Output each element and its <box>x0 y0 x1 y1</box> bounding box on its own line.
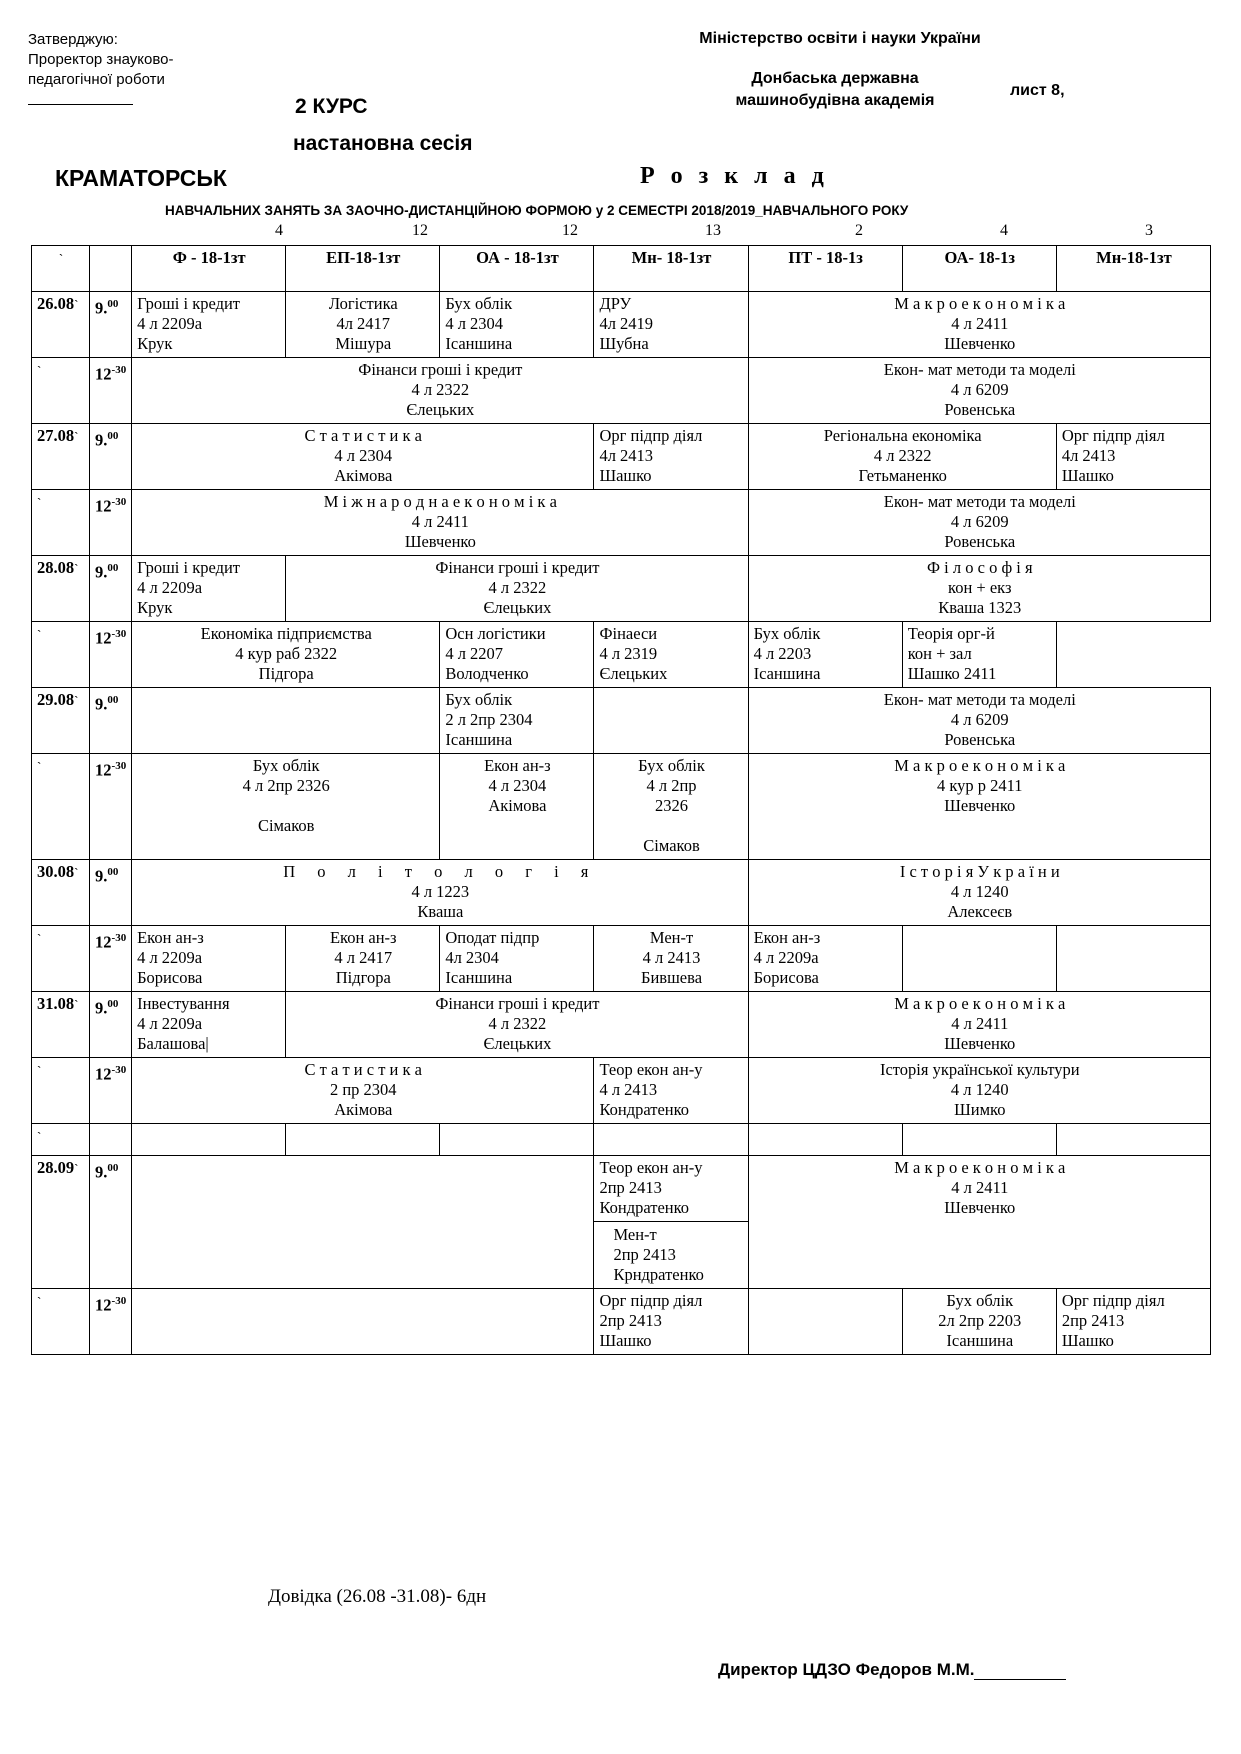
group-count: 13 <box>705 222 721 239</box>
document-header <box>0 0 1241 218</box>
cell-lesson <box>132 1058 594 1124</box>
lesson-line: Борисова <box>137 968 203 987</box>
cell-lesson <box>286 992 748 1058</box>
lesson-line: Інвестування <box>137 994 230 1013</box>
lesson-line: Екон- мат методи та моделі <box>883 360 1076 379</box>
cell-lesson <box>132 622 440 688</box>
lesson-line: Шубна <box>599 334 649 353</box>
table-row <box>32 860 1211 926</box>
lesson-line: Шашко <box>1061 466 1114 485</box>
cell-date: 28.09` <box>32 1156 90 1289</box>
lesson-line: Єлецьких <box>599 664 668 683</box>
lesson-line: Алексеєв <box>947 902 1013 921</box>
lesson-line: 4 л 2411 <box>951 1178 1009 1197</box>
lesson-line: Регіональна економіка <box>823 426 982 445</box>
lesson-line: Шашко 2411 <box>907 664 997 683</box>
lesson-line: Екон ан-з <box>753 928 821 947</box>
cell-lesson <box>440 754 594 860</box>
table-row <box>32 926 1211 992</box>
city-name: КРАМАТОРСЬК <box>55 165 227 191</box>
lesson-line: Шевченко <box>404 532 476 551</box>
lesson-line: Шевченко <box>944 1034 1016 1053</box>
cell-date: ` <box>32 1124 90 1156</box>
lesson-line: Ісаншина <box>445 334 513 353</box>
table-row <box>32 556 1211 622</box>
lesson-line: Сімаков <box>643 836 700 855</box>
cell-lesson <box>748 992 1210 1058</box>
cell-lesson <box>594 688 748 754</box>
lesson-line: 4 л 2203 <box>753 644 812 663</box>
lesson-line: Гроші і кредит <box>137 294 241 313</box>
header-group-6: ОА- 18-1з <box>902 246 1056 292</box>
lesson-line: Шашко <box>1061 1331 1114 1350</box>
lesson-line: П о л і т о л о г і я <box>283 862 598 881</box>
lesson-line: 4 кур р 2411 <box>937 776 1023 795</box>
lesson-line: Борисова <box>753 968 819 987</box>
lesson-line: 4л 2304 <box>445 948 499 967</box>
cell-lesson <box>132 688 440 754</box>
cell-lesson <box>440 292 594 358</box>
header-group-3: ОА - 18-1зт <box>440 246 594 292</box>
academy-line-1: Донбаська державна <box>751 70 919 87</box>
director-rule <box>974 1679 1066 1680</box>
lesson-line: Ровенська <box>944 400 1016 419</box>
header-group-7: Мн-18-1зт <box>1056 246 1210 292</box>
lesson-line: І с т о р і я У к р а ї н и <box>899 862 1060 881</box>
lesson-line: Логістика <box>328 294 398 313</box>
cell-lesson <box>748 1156 1210 1289</box>
cell-time: $12^{-30}$ <box>90 490 132 556</box>
lesson-line: 4 л 2322 <box>411 380 470 399</box>
lesson-line <box>599 816 743 836</box>
cell-lesson <box>594 1156 748 1289</box>
lesson-line: Шевченко <box>944 334 1016 353</box>
cell-time: 9.00 <box>90 860 132 926</box>
table-row <box>32 358 1211 424</box>
cell-lesson <box>132 358 749 424</box>
lesson-line: 2пр 2413 <box>599 1311 662 1330</box>
lesson-line: Гетьманенко <box>858 466 947 485</box>
cell-lesson <box>132 490 749 556</box>
lesson-line: 4 кур раб 2322 <box>235 644 338 663</box>
lesson-line: Бух облік <box>445 690 513 709</box>
lesson-line: М а к р о е к о н о м і к а <box>894 756 1066 775</box>
lesson-line: Крук <box>137 598 173 617</box>
lesson-line: Ісаншина <box>753 664 821 683</box>
cell-date: 31.08` <box>32 992 90 1058</box>
cell-lesson <box>1056 1289 1210 1355</box>
lesson-line: Бившева <box>641 968 703 987</box>
lesson-line: М і ж н а р о д н а е к о н о м і к а <box>323 492 557 511</box>
cell-lesson <box>594 622 748 688</box>
lesson-line: 4 л 2322 <box>873 446 932 465</box>
cell-time: $12^{-30}$ <box>90 754 132 860</box>
group-count: 4 <box>1000 222 1008 239</box>
table-row <box>32 424 1211 490</box>
lesson-line: 4 л 2304 <box>445 314 504 333</box>
lesson-line: Теорія орг-й <box>907 624 995 643</box>
lesson-line: 4 л 2322 <box>488 578 547 597</box>
header-group-5: ПТ - 18-1з <box>748 246 902 292</box>
cell-date: ` <box>32 622 90 688</box>
cell-time: 9.00 <box>90 1156 132 1289</box>
lesson-line: 4л 2419 <box>599 314 654 333</box>
cell-lesson <box>594 1124 748 1156</box>
lesson-line: 4 л 2304 <box>488 776 547 795</box>
lesson-line: Фінанси гроші і кредит <box>435 994 600 1013</box>
lesson-line: Екон ан-з <box>329 928 397 947</box>
lesson-line: 4 л 2304 <box>334 446 393 465</box>
lesson-line: 4 л 2411 <box>411 512 469 531</box>
approval-line-2: Проректор знауково- <box>28 51 174 68</box>
table-row <box>32 490 1211 556</box>
academy-name <box>690 68 980 112</box>
lesson-line: ДРУ <box>599 294 632 313</box>
lesson-line: Фінанси гроші і кредит <box>435 558 600 577</box>
cell-lesson <box>902 1124 1056 1156</box>
lesson-line: Оподат підпр <box>445 928 540 947</box>
cell-lesson <box>748 556 1210 622</box>
cell-time: $12^{-30}$ <box>90 1289 132 1355</box>
lesson-line: Шимко <box>954 1100 1006 1119</box>
cell-date: ` <box>32 358 90 424</box>
cell-lesson <box>902 1289 1056 1355</box>
lesson-line: Підгора <box>335 968 391 987</box>
table-row <box>32 992 1211 1058</box>
lesson-line: Шевченко <box>944 796 1016 815</box>
lesson-line: Єлецьких <box>483 1034 552 1053</box>
course-title: 2 КУРС <box>295 95 368 118</box>
lesson-block <box>599 1225 743 1285</box>
lesson-line: Підгора <box>258 664 314 683</box>
lesson-line: 4 л 2209а <box>137 948 203 967</box>
lesson-line: Теор екон ан-у <box>599 1158 703 1177</box>
cell-lesson <box>440 688 594 754</box>
lesson-line: 4 л 2319 <box>599 644 658 663</box>
lesson-line: Шевченко <box>944 1198 1016 1217</box>
cell-time <box>90 1124 132 1156</box>
lesson-line: 4 л 2417 <box>334 948 393 967</box>
cell-lesson <box>132 992 286 1058</box>
lesson-line: Шашко <box>599 466 652 485</box>
table-row <box>32 688 1211 754</box>
lesson-line: Ісаншина <box>445 730 513 749</box>
lesson-line: С т а т и с т и к а <box>304 1060 422 1079</box>
lesson-line: Крндратенко <box>613 1265 704 1284</box>
lesson-line: кон + зал <box>907 644 972 663</box>
lesson-line: Мен-т <box>613 1225 657 1244</box>
header-date-cell: ` <box>32 246 90 292</box>
cell-lesson <box>132 424 594 490</box>
approval-block <box>28 30 173 105</box>
cell-lesson <box>594 754 748 860</box>
lesson-line: Шашко <box>599 1331 652 1350</box>
cell-date: ` <box>32 754 90 860</box>
lesson-line: 4л 2413 <box>599 446 654 465</box>
table-row <box>32 1289 1211 1355</box>
cell-time: 9.00 <box>90 424 132 490</box>
lesson-line: Мішура <box>335 334 392 353</box>
lesson-line: Крук <box>137 334 173 353</box>
sheet-number: лист 8, <box>1010 82 1065 99</box>
lesson-line: Акімова <box>334 466 393 485</box>
lesson-line: 4 л 2411 <box>951 1014 1009 1033</box>
dovidka-note: Довідка (26.08 -31.08)- 6дн <box>268 1586 487 1607</box>
lesson-line: Балашова| <box>137 1034 209 1053</box>
lesson-line: 2пр 2413 <box>599 1178 662 1197</box>
cell-lesson <box>748 926 902 992</box>
lesson-line: Екон ан-з <box>484 756 551 775</box>
header-group-2: ЕП-18-1зт <box>286 246 440 292</box>
lesson-line: 4 л 2207 <box>445 644 504 663</box>
cell-lesson <box>594 1289 748 1355</box>
cell-lesson <box>132 556 286 622</box>
cell-lesson <box>748 1289 902 1355</box>
cell-lesson <box>748 424 1056 490</box>
cell-date: 27.08` <box>32 424 90 490</box>
cell-lesson <box>748 754 1210 860</box>
lesson-line: Єлецьких <box>406 400 475 419</box>
director-signature <box>718 1660 1066 1680</box>
cell-lesson <box>748 358 1210 424</box>
lesson-line: Ісаншина <box>445 968 513 987</box>
lesson-line: 4 л 6209 <box>950 710 1009 729</box>
lesson-line: Кондратенко <box>599 1100 690 1119</box>
cell-date: 29.08` <box>32 688 90 754</box>
cell-lesson <box>132 1124 286 1156</box>
table-row <box>32 1058 1211 1124</box>
cell-lesson <box>132 1289 594 1355</box>
group-count: 4 <box>275 222 283 239</box>
lesson-line: Екон- мат методи та моделі <box>883 690 1076 709</box>
cell-time: $12^{-30}$ <box>90 926 132 992</box>
lesson-line: Бух облік <box>753 624 821 643</box>
table-row <box>32 754 1211 860</box>
cell-lesson <box>286 292 440 358</box>
lesson-line: Осн логістики <box>445 624 546 643</box>
cell-time: 9.00 <box>90 688 132 754</box>
cell-lesson <box>594 926 748 992</box>
cell-time: 9.00 <box>90 556 132 622</box>
cell-date: ` <box>32 926 90 992</box>
lesson-line <box>137 796 435 816</box>
group-count: 2 <box>855 222 863 239</box>
lesson-line: 2 пр 2304 <box>329 1080 397 1099</box>
academy-line-2: машинобудівна академія <box>735 92 935 109</box>
lesson-line: Історія української культури <box>879 1060 1080 1079</box>
lesson-line: 2л 2пр 2203 <box>938 1311 1022 1330</box>
header-group-4: Мн- 18-1зт <box>594 246 748 292</box>
cell-lesson <box>594 424 748 490</box>
lesson-line: Гроші і кредит <box>137 558 241 577</box>
lesson-line: М а к р о е к о н о м і к а <box>894 294 1066 313</box>
cell-time: $12^{-30}$ <box>90 1058 132 1124</box>
cell-date: ` <box>32 1289 90 1355</box>
lesson-line: 2 л 2пр 2304 <box>445 710 533 729</box>
approval-line-1: Затверджую: <box>28 31 118 48</box>
lesson-line: Екон- мат методи та моделі <box>883 492 1076 511</box>
lesson-line: 4 л 2411 <box>951 314 1009 333</box>
lesson-line: Ровенська <box>944 730 1016 749</box>
cell-lesson <box>594 292 748 358</box>
lesson-line: Орг підпр діял <box>599 1291 703 1310</box>
lesson-line: М а к р о е к о н о м і к а <box>894 1158 1066 1177</box>
cell-lesson <box>748 292 1210 358</box>
lesson-line: Мен-т <box>649 928 694 947</box>
cell-date: 30.08` <box>32 860 90 926</box>
ministry-title: Міністерство освіти і науки України <box>699 30 981 47</box>
cell-lesson <box>132 754 440 860</box>
group-count: 3 <box>1145 222 1153 239</box>
cell-date: 26.08` <box>32 292 90 358</box>
cell-lesson <box>132 1156 594 1289</box>
lesson-line: М а к р о е к о н о м і к а <box>894 994 1066 1013</box>
cell-lesson <box>132 292 286 358</box>
lesson-line: Акімова <box>334 1100 393 1119</box>
cell-lesson <box>902 622 1056 688</box>
cell-lesson <box>132 926 286 992</box>
lesson-line: Ф і л о с о ф і я <box>927 558 1033 577</box>
lesson-line: Кондратенко <box>599 1198 690 1217</box>
lesson-line: Фінанси гроші і кредит <box>358 360 523 379</box>
table-header-row <box>32 246 1211 292</box>
lesson-line: 4 л 6209 <box>950 380 1009 399</box>
group-count: 12 <box>412 222 428 239</box>
cell-lesson <box>1056 424 1210 490</box>
cell-date: ` <box>32 1058 90 1124</box>
lesson-line: Орг підпр діял <box>1061 1291 1165 1310</box>
lesson-line: Ровенська <box>944 532 1016 551</box>
lesson-line: 2пр 2413 <box>1061 1311 1125 1330</box>
lesson-line: Кваша 1323 <box>938 598 1022 617</box>
lesson-line: Єлецьких <box>483 598 552 617</box>
cell-lesson <box>440 622 594 688</box>
lesson-line: Економіка підприємства <box>200 624 372 643</box>
lesson-line: 4 л 2209а <box>137 1014 203 1033</box>
lesson-line: 4л 2417 <box>336 314 391 333</box>
cell-lesson <box>748 688 1210 754</box>
cell-lesson <box>748 1124 902 1156</box>
lesson-line: Ісаншина <box>946 1331 1014 1350</box>
table-row <box>32 622 1211 688</box>
cell-lesson <box>1056 926 1210 992</box>
director-label: Директор ЦДЗО Федоров М.М. <box>718 1660 975 1679</box>
cell-lesson <box>440 926 594 992</box>
cell-time: $12^{-30}$ <box>90 358 132 424</box>
group-counts-row <box>0 222 1241 242</box>
lesson-line: 4 л 6209 <box>950 512 1009 531</box>
lesson-line: Бух облік <box>445 294 513 313</box>
table-row <box>32 1124 1211 1156</box>
lesson-line: Акімова <box>488 796 547 815</box>
lesson-line: 4 л 1223 <box>411 882 470 901</box>
lesson-line: Бух облік <box>946 1291 1014 1310</box>
cell-lesson <box>748 490 1210 556</box>
cell-divider <box>594 1221 748 1222</box>
lesson-line: 4 л 2413 <box>642 948 701 967</box>
cell-lesson <box>594 1058 748 1124</box>
lesson-line: кон + екз <box>948 578 1012 597</box>
lesson-line: 4 л 2209а <box>137 578 203 597</box>
lesson-line: 4л 2413 <box>1061 446 1116 465</box>
cell-lesson <box>902 926 1056 992</box>
group-count: 12 <box>562 222 578 239</box>
lesson-line: Бух облік <box>638 756 705 775</box>
approval-line-3: педагогічної роботи <box>28 71 165 88</box>
lesson-line: Орг підпр діял <box>599 426 703 445</box>
lesson-line: Бух облік <box>252 756 320 775</box>
page-subtitle: НАВЧАЛЬНИХ ЗАНЯТЬ ЗА ЗАОЧНО-ДИСТАНЦІЙНОЮ ФОРМОЮ у 2 СЕМЕСТРІ 2018/2019_НАВЧАЛЬНОГО РОКУ <box>165 203 909 218</box>
cell-lesson <box>748 860 1210 926</box>
cell-lesson <box>286 556 748 622</box>
lesson-line: Фінаеси <box>599 624 658 643</box>
page-title: Р о з к л а д <box>640 163 829 189</box>
lesson-line: С т а т и с т и к а <box>304 426 422 445</box>
cell-time: 9.00 <box>90 992 132 1058</box>
cell-time: $12^{-30}$ <box>90 622 132 688</box>
lesson-line: 4 л 2пр <box>646 776 697 795</box>
cell-lesson <box>440 1124 594 1156</box>
lesson-line: 4 л 2пр 2326 <box>242 776 330 795</box>
cell-date: ` <box>32 490 90 556</box>
lesson-line: 4 л 2209а <box>137 314 203 333</box>
cell-lesson <box>132 860 749 926</box>
lesson-line: Орг підпр діял <box>1061 426 1165 445</box>
cell-time: 9.00 <box>90 292 132 358</box>
lesson-line: 4 л 1240 <box>950 882 1009 901</box>
lesson-line: Теор екон ан-у <box>599 1060 703 1079</box>
cell-lesson <box>286 1124 440 1156</box>
schedule-table <box>31 245 1211 1355</box>
lesson-line: 4 л 2322 <box>488 1014 547 1033</box>
table-row <box>32 292 1211 358</box>
lesson-line: 4 л 1240 <box>950 1080 1009 1099</box>
lesson-line: 2326 <box>655 796 689 815</box>
lesson-line: Сімаков <box>257 816 315 835</box>
lesson-line: 4 л 2413 <box>599 1080 658 1099</box>
header-group-1: Ф - 18-1зт <box>132 246 286 292</box>
signature-rule <box>28 104 133 105</box>
lesson-line: Екон ан-з <box>137 928 204 947</box>
table-row <box>32 1156 1211 1289</box>
cell-lesson <box>748 622 902 688</box>
cell-date: 28.08` <box>32 556 90 622</box>
session-title: настановна сесія <box>293 132 473 155</box>
cell-lesson <box>1056 1124 1210 1156</box>
header-time-cell <box>90 246 132 292</box>
cell-lesson <box>748 1058 1210 1124</box>
lesson-line: 2пр 2413 <box>613 1245 676 1264</box>
lesson-block <box>599 1158 743 1218</box>
lesson-line: Володченко <box>445 664 529 683</box>
lesson-line: 4 л 2209а <box>753 948 819 967</box>
lesson-line: Кваша <box>417 902 464 921</box>
cell-lesson <box>286 926 440 992</box>
